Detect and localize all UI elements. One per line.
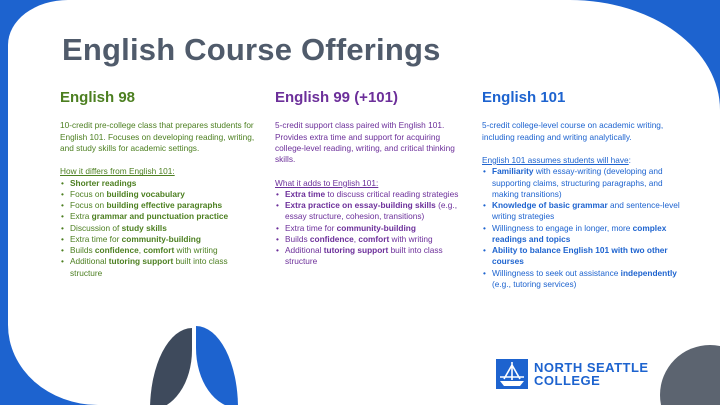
list-item-text: (e.g., essay structure, cohesion, transitions) bbox=[285, 200, 458, 222]
list-item bbox=[492, 223, 680, 246]
list-item-emphasis: community-building bbox=[121, 233, 201, 244]
list-item-text: Focus on bbox=[70, 200, 107, 211]
bullet-list bbox=[60, 178, 255, 280]
column-english-99 bbox=[275, 88, 470, 268]
list-item-emphasis: Extra time bbox=[285, 188, 326, 199]
list-item-text: Willingness to engage in longer, more bbox=[492, 222, 633, 233]
list-item-emphasis: comfort bbox=[143, 245, 175, 256]
list-item-emphasis: Familiarity bbox=[492, 166, 534, 177]
list-item-emphasis: Extra practice on essay-building skills bbox=[285, 200, 436, 211]
list-item bbox=[492, 200, 680, 223]
list-item bbox=[285, 223, 470, 234]
list-item-text: with writing bbox=[174, 245, 218, 256]
bullet-list bbox=[275, 189, 470, 268]
column-subheading-colon: : bbox=[628, 154, 631, 165]
column-description: 5-credit support class paired with English 101. Provides extra time and support for acquiring college-level reading, writing, and critical thinking skills. bbox=[275, 120, 455, 165]
column-subheading: English 101 assumes students will have bbox=[482, 154, 629, 165]
column-subheading-wrap bbox=[482, 155, 680, 166]
list-item-text: , bbox=[138, 245, 144, 256]
list-item-text: and sentence-level writing strategies bbox=[492, 200, 680, 222]
list-item-emphasis: study skills bbox=[121, 222, 167, 233]
list-item-emphasis: comfort bbox=[358, 233, 390, 244]
list-item-emphasis: confidence bbox=[309, 233, 354, 244]
column-description: 10-credit pre-college class that prepares students for English 101. Focuses on developing reading, writing, and study skills for academic settings. bbox=[60, 120, 255, 153]
list-item bbox=[70, 189, 255, 200]
ship-icon bbox=[496, 359, 528, 389]
list-item-text: Focus on bbox=[70, 188, 107, 199]
list-item bbox=[70, 200, 255, 211]
list-item bbox=[492, 166, 680, 200]
list-item-emphasis: Shorter readings bbox=[70, 177, 137, 188]
list-item-text: , bbox=[353, 233, 359, 244]
column-description: 5-credit college-level course on academic writing, including reading and writing analytically. bbox=[482, 120, 664, 142]
list-item-text: Additional bbox=[285, 245, 324, 256]
list-item bbox=[285, 200, 470, 223]
list-item-emphasis: complex readings and topics bbox=[492, 222, 667, 244]
list-item-text: Builds bbox=[285, 233, 310, 244]
college-logo bbox=[496, 359, 649, 389]
list-item bbox=[492, 245, 680, 268]
list-item-emphasis: building effective paragraphs bbox=[106, 200, 223, 211]
list-item bbox=[285, 245, 470, 268]
list-item-emphasis: confidence bbox=[94, 245, 139, 256]
list-item-emphasis: building vocabulary bbox=[106, 188, 185, 199]
bullet-list bbox=[482, 166, 680, 290]
column-heading: English 98 bbox=[60, 89, 136, 106]
list-item-text: built into class structure bbox=[285, 245, 443, 267]
list-item-text: Builds bbox=[70, 245, 95, 256]
list-item bbox=[492, 268, 680, 291]
list-item-text: with essay-writing (developing and supporting claims, structuring paragraphs, and making transitions) bbox=[492, 166, 663, 199]
column-english-98 bbox=[60, 88, 255, 279]
list-item-text: Willingness to seek out assistance bbox=[492, 267, 621, 278]
list-item-text: Additional bbox=[70, 256, 109, 267]
list-item bbox=[285, 189, 470, 200]
list-item-emphasis: independently bbox=[620, 267, 677, 278]
list-item-emphasis: Ability to balance English 101 with two other courses bbox=[492, 245, 668, 267]
list-item bbox=[70, 245, 255, 256]
list-item bbox=[70, 223, 255, 234]
list-item-text: Extra time for bbox=[285, 222, 337, 233]
list-item bbox=[285, 234, 470, 245]
list-item-text: with writing bbox=[389, 233, 433, 244]
column-subheading: What it adds to English 101: bbox=[275, 177, 379, 188]
list-item-text: (e.g., tutoring services) bbox=[492, 279, 577, 290]
list-item-text: Discussion of bbox=[70, 222, 122, 233]
list-item-text: Extra bbox=[70, 211, 92, 222]
column-heading: English 101 bbox=[482, 89, 566, 106]
list-item-text: Extra time for bbox=[70, 233, 122, 244]
list-item bbox=[70, 234, 255, 245]
list-item-emphasis: Knowledge of basic grammar bbox=[492, 200, 608, 211]
logo-line-2: COLLEGE bbox=[534, 373, 601, 388]
list-item-emphasis: tutoring support bbox=[108, 256, 174, 267]
list-item-text: built into class structure bbox=[70, 256, 228, 278]
column-subheading: How it differs from English 101: bbox=[60, 166, 175, 177]
list-item bbox=[70, 178, 255, 189]
column-heading: English 99 (+101) bbox=[275, 89, 398, 106]
page-title: English Course Offerings bbox=[62, 32, 441, 67]
list-item bbox=[70, 211, 255, 222]
list-item-text: to discuss critical reading strategies bbox=[325, 188, 459, 199]
list-item-emphasis: tutoring support bbox=[323, 245, 389, 256]
list-item-emphasis: grammar and punctuation practice bbox=[91, 211, 229, 222]
logo-line-1: NORTH SEATTLE bbox=[534, 360, 649, 375]
column-english-101 bbox=[482, 88, 680, 290]
list-item-emphasis: community-building bbox=[336, 222, 416, 233]
list-item bbox=[70, 256, 255, 279]
